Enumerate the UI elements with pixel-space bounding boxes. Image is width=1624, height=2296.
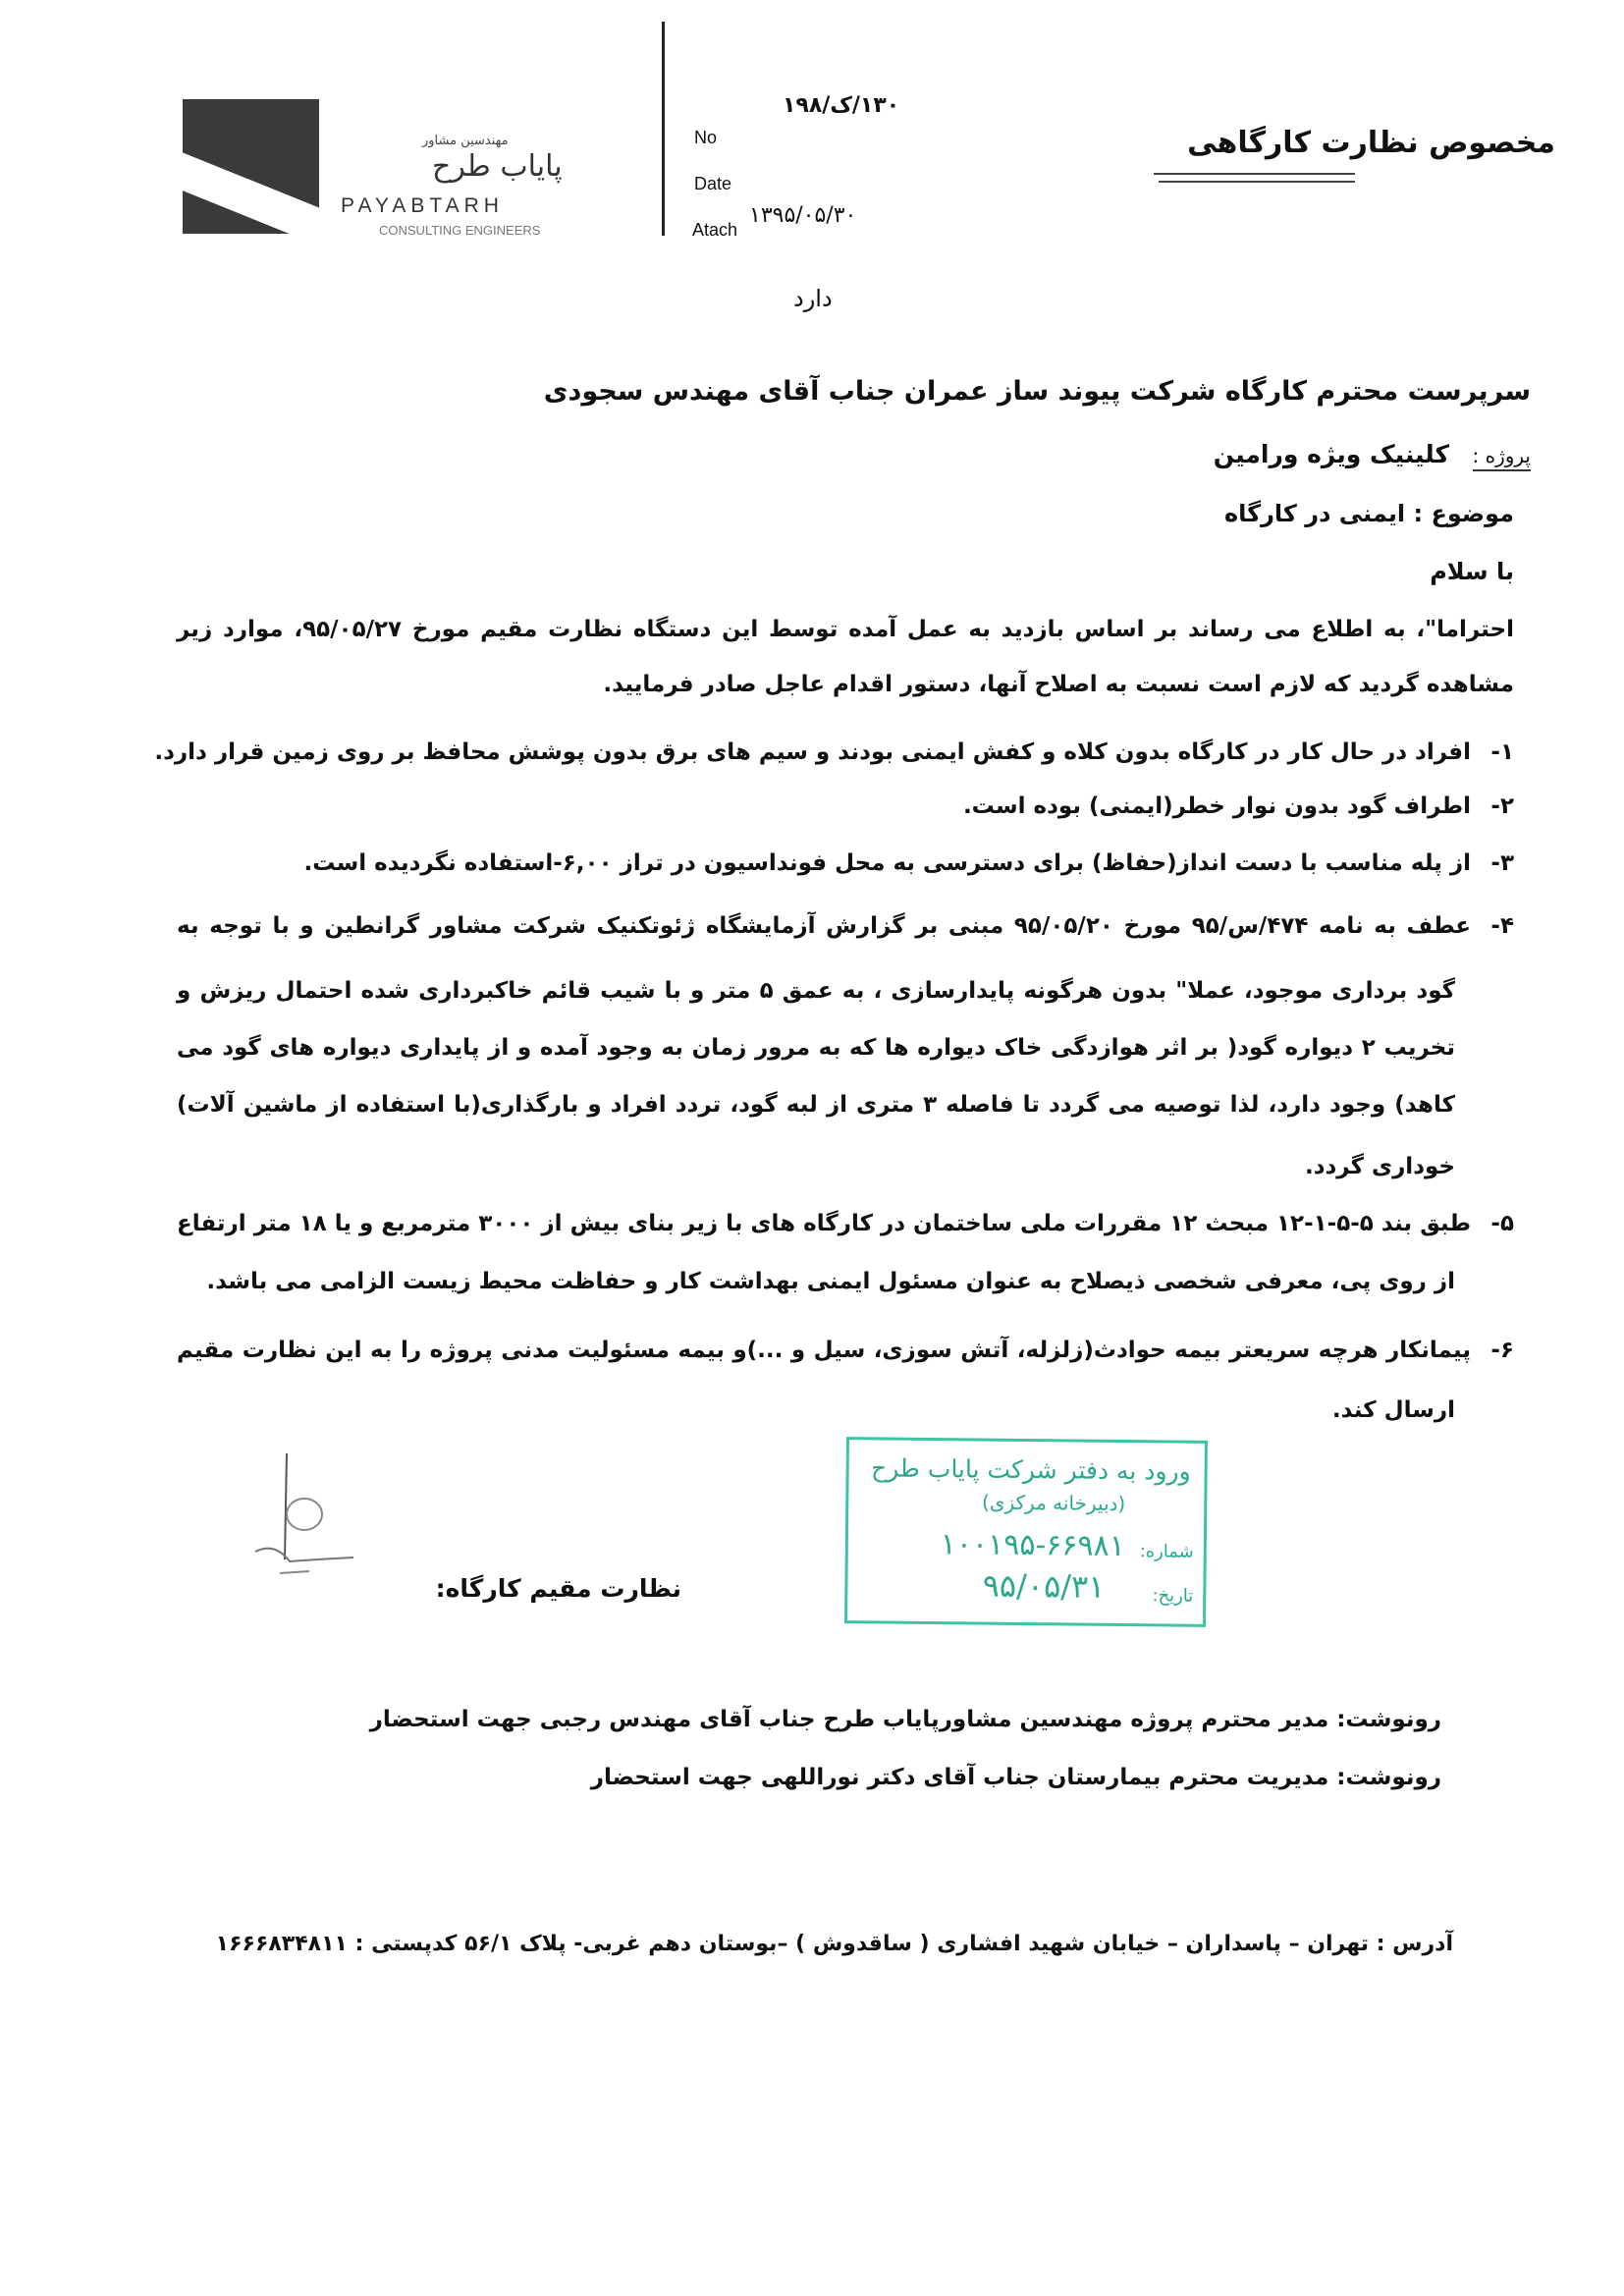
attach-label: Atach bbox=[692, 220, 738, 240]
signature-label: نظارت مقیم کارگاه: bbox=[435, 1574, 681, 1603]
item-text: گود برداری موجود، عملا" بدون هرگونه پایدارسازی ، به عمق ۵ متر و با شیب قائم خاکبرداری شده احتمال ریزش و bbox=[177, 978, 1455, 1004]
item-number: ۴- bbox=[1490, 913, 1514, 939]
cc-line: رونوشت: مدیر محترم پروژه مهندسین مشاورپایاب طرح جناب آقای مهندس رجبی جهت استحضار bbox=[369, 1707, 1441, 1732]
stamp-line1: ورود به دفتر شرکت پایاب طرح bbox=[870, 1453, 1191, 1486]
title-underline bbox=[1159, 181, 1355, 183]
item-text: عطف به نامه ۴۷۴/س/۹۵ مورخ ۹۵/۰۵/۲۰ مبنی بر گزارش آزمایشگاه ژئوتکنیک شرکت مشاور گرانطین و با توجه به bbox=[177, 913, 1472, 939]
document-title: مخصوص نظارت کارگاهی bbox=[1187, 126, 1555, 160]
stamp-date-label: تاریخ: bbox=[1152, 1585, 1194, 1607]
item-text: از پله مناسب با دست انداز(حفاظ) برای دسترسی به محل فونداسیون در تراز ۶,۰۰-استفاده نگردیده است. bbox=[303, 850, 1471, 876]
addressee: سرپرست محترم کارگاه شرکت پیوند ساز عمران جناب آقای مهندس سجودی bbox=[543, 376, 1531, 407]
item-text: ارسال کند. bbox=[1331, 1397, 1455, 1423]
cc-line: رونوشت: مدیریت محترم بیمارستان جناب آقای دکتر نوراللهی جهت استحضار bbox=[590, 1765, 1441, 1790]
letter-number: ۱۳۰/ک/۱۹۸ bbox=[783, 93, 900, 118]
item-text: خوداری گردد. bbox=[1304, 1154, 1455, 1179]
item-text: کاهد) وجود دارد، لذا توصیه می گردد تا فاصله ۳ متری از لبه گود، تردد افراد و بارگذاری(با استفاده از ماشین آلات) bbox=[177, 1092, 1455, 1118]
item-text: طبق بند ۵-۵-۱-۱۲ مبحث ۱۲ مقررات ملی ساختمان در کارگاه های با زیر بنای بیش از ۳۰۰۰ مترمربع و یا ۱۸ متر ارتفاع bbox=[177, 1211, 1471, 1236]
item-text: اطراف گود بدون نوار خطر(ایمنی) بوده است. bbox=[962, 793, 1471, 819]
intro-line: مشاهده گردید که لازم است نسبت به اصلاح آنها، دستور اقدام عاجل صادر فرمایید. bbox=[603, 672, 1514, 697]
stamp-number-label: شماره: bbox=[1139, 1541, 1194, 1562]
stamp-date: ۹۵/۰۵/۳۱ bbox=[982, 1566, 1106, 1606]
item-number: ۵- bbox=[1490, 1211, 1514, 1236]
stamp-line2: (دبیرخانه مرکزی) bbox=[981, 1490, 1126, 1516]
received-stamp bbox=[844, 1437, 1208, 1627]
footer-address: آدرس : تهران – پاسداران – خیابان شهید افشاری ( ساقدوش ) –بوستان دهم غربی- پلاک ۵۶/۱ کدپستی : ۱۶۶۶۸۳۴۸۱۱ bbox=[215, 1932, 1453, 1956]
logo-subtitle-fa: مهندسین مشاور bbox=[422, 134, 509, 148]
attachment-value: دارد bbox=[793, 285, 833, 312]
company-logo-mark bbox=[183, 99, 319, 234]
item-number: ۱- bbox=[1490, 739, 1514, 765]
subject: موضوع : ایمنی در کارگاه bbox=[1223, 500, 1514, 527]
item-text: افراد در حال کار در کارگاه بدون کلاه و کفش ایمنی بودند و سیم های برق بدون پوشش محافظ بر روی زمین قرار دارد. bbox=[154, 739, 1471, 765]
item-number: ۲- bbox=[1490, 793, 1514, 819]
letter-date: ۱۳۹۵/۰۵/۳۰ bbox=[749, 203, 857, 228]
logo-subtitle-en: CONSULTING ENGINEERS bbox=[379, 223, 541, 238]
handwritten-signature bbox=[236, 1444, 383, 1591]
greeting: با سلام bbox=[1430, 558, 1514, 585]
item-text: از روی پی، معرفی شخصی ذیصلاح به عنوان مسئول ایمنی بهداشت کار و حفاظت محیط زیست الزامی می باشد. bbox=[206, 1269, 1455, 1294]
item-number: ۳- bbox=[1490, 850, 1514, 876]
header-divider bbox=[662, 22, 665, 236]
logo-name-en: PAYABTARH bbox=[341, 194, 504, 217]
project-name: کلینیک ویژه ورامین bbox=[1213, 440, 1449, 468]
stamp-number: ۱۰۰۱۹۵-۶۶۹۸۱ bbox=[940, 1527, 1126, 1564]
logo-name-fa: پایاب طرح bbox=[432, 149, 563, 184]
item-text: پیمانکار هرچه سریعتر بیمه حوادث(زلزله، آتش سوزی، سیل و ...)و بیمه مسئولیت مدنی پروژه را به این نظارت مقیم bbox=[177, 1338, 1471, 1363]
no-label: No bbox=[694, 128, 718, 147]
date-label: Date bbox=[694, 174, 732, 193]
item-text: تخریب ۲ دیواره گود( بر اثر هوازدگی خاک دیواره ها که به مرور زمان به وجود آمده و از پایداری دیواره های گود می bbox=[177, 1035, 1455, 1061]
item-number: ۶- bbox=[1490, 1338, 1514, 1363]
intro-line: احتراما"، به اطلاع می رساند بر اساس بازدید به عمل آمده توسط این دستگاه نظارت مقیم مورخ ۹۵/۰۵/۲۷، موارد زیر bbox=[177, 617, 1514, 642]
project-label: پروژه : bbox=[1473, 444, 1532, 471]
title-underline bbox=[1154, 173, 1355, 175]
